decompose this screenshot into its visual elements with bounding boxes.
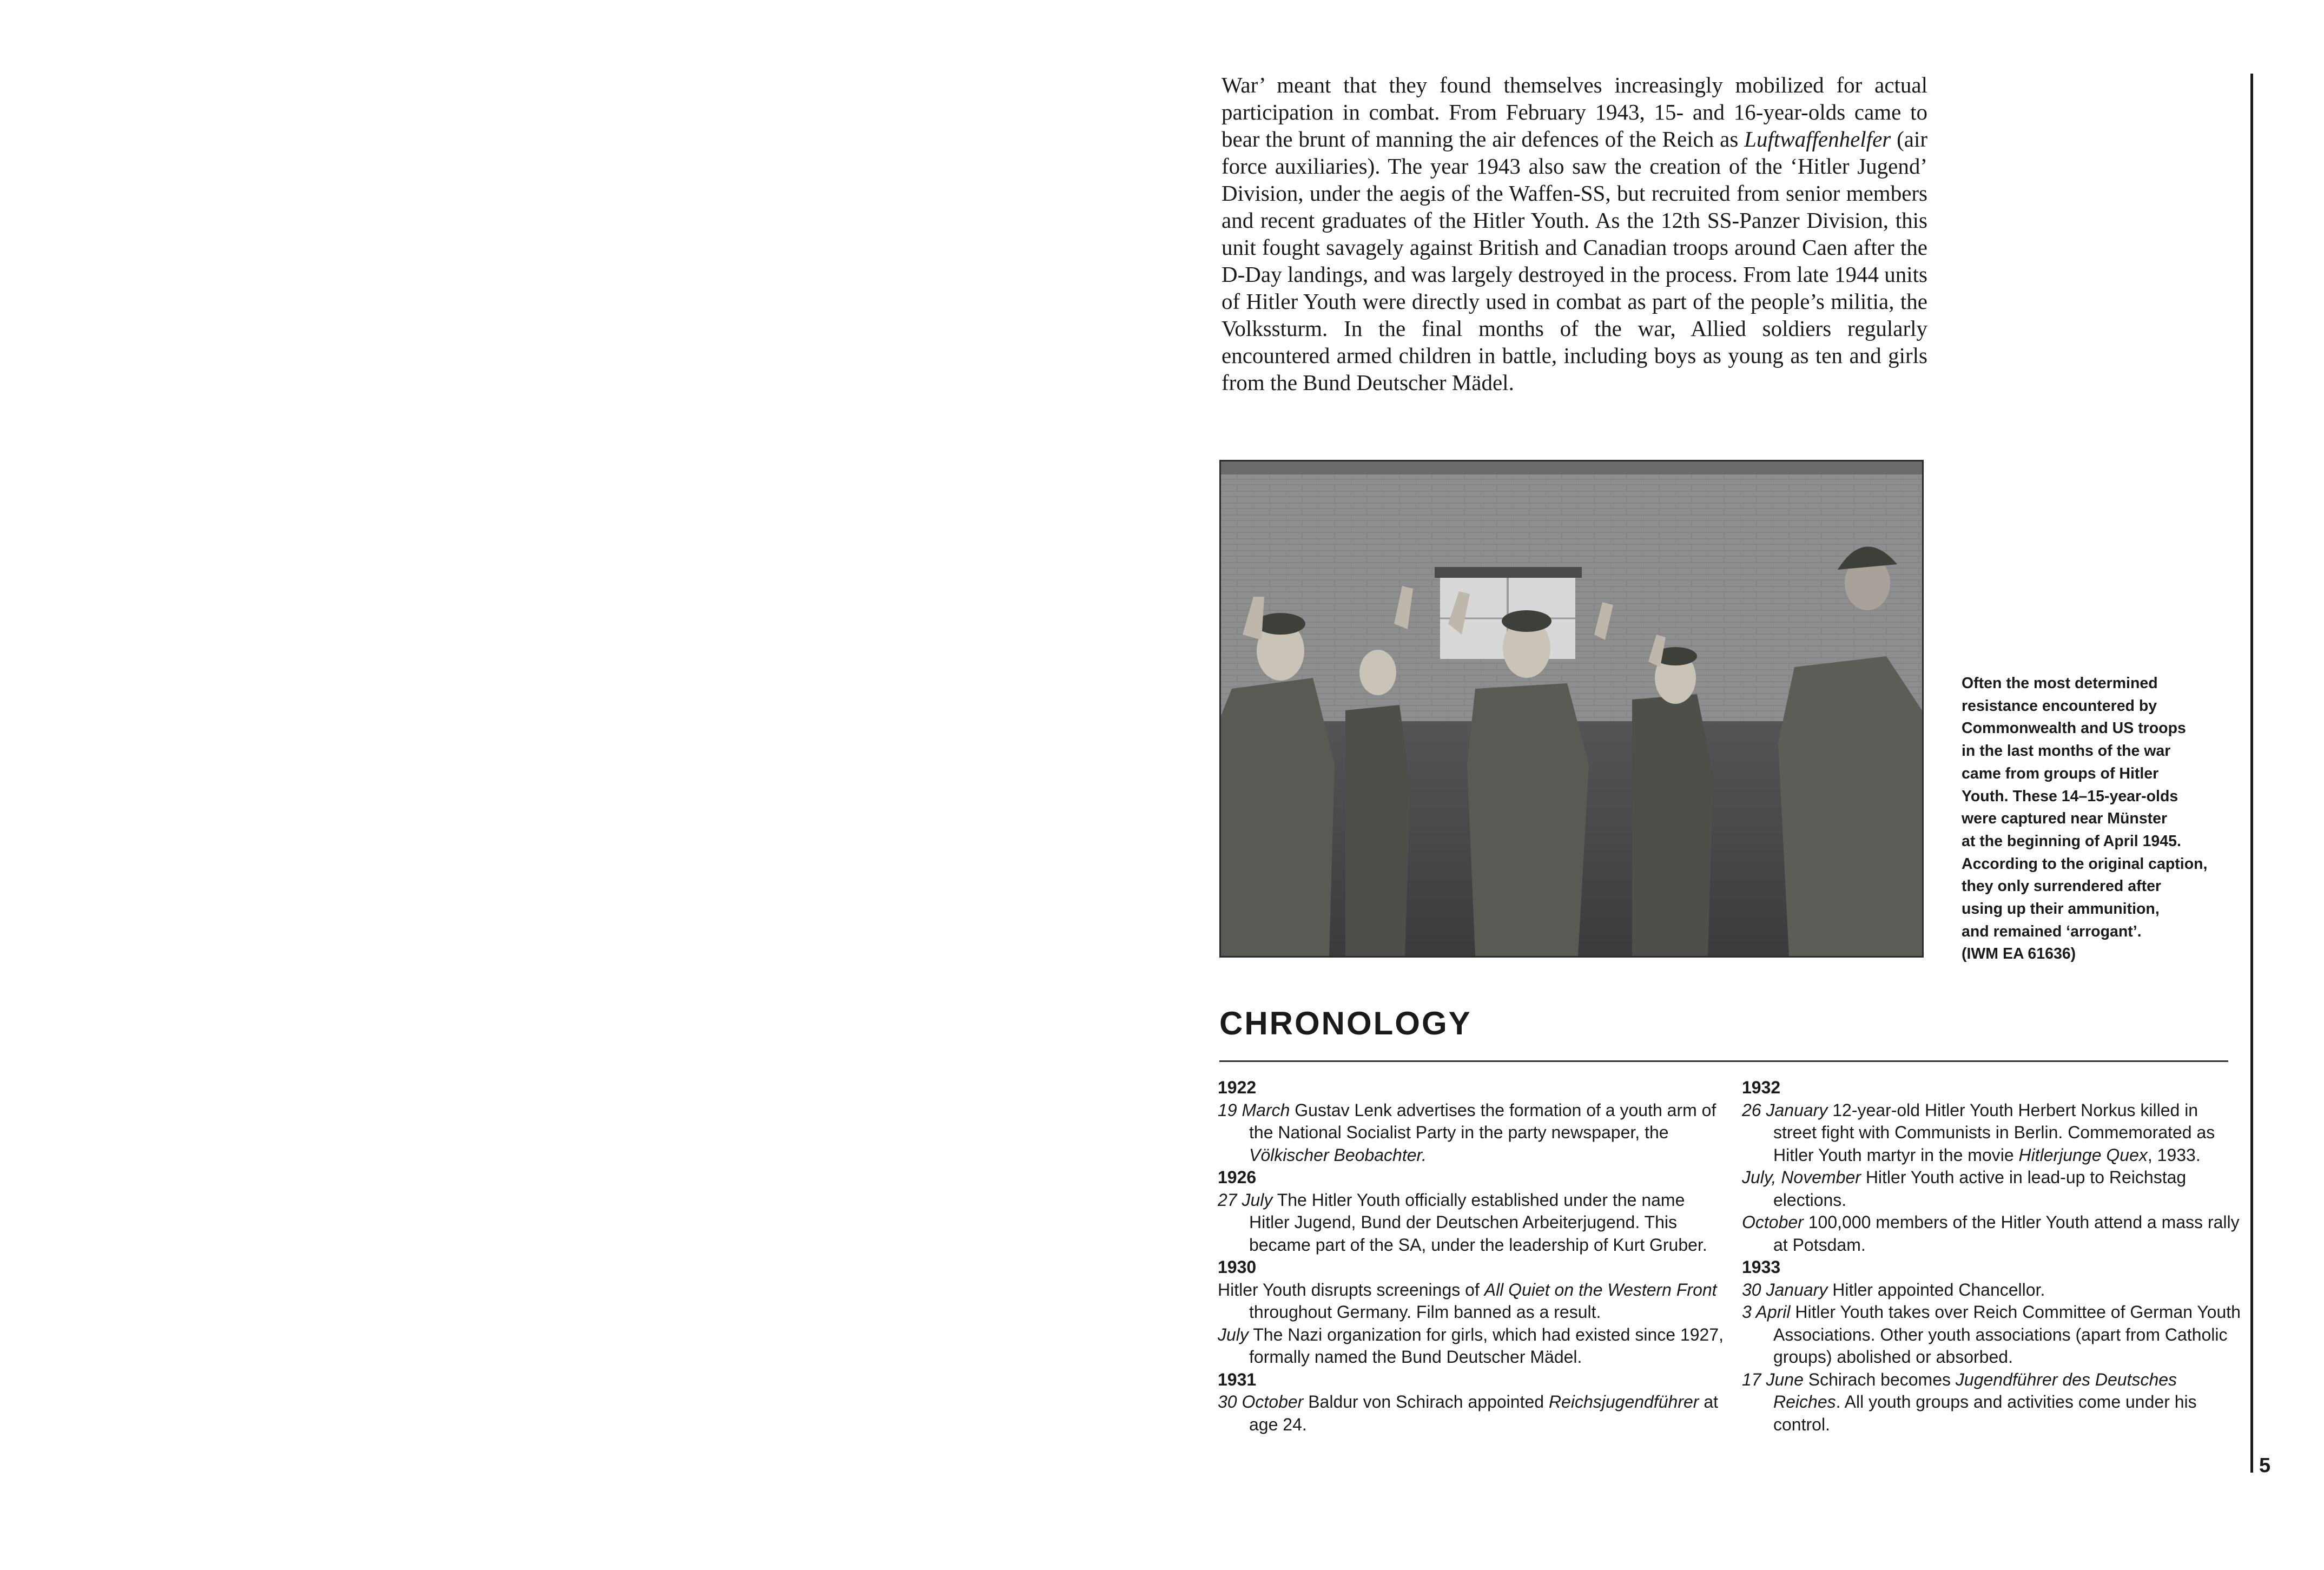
- entry-text: Hitler Youth takes over Reich Committee of German Youth Associations. Other youth associations (apart from Catholic groups) abolished or absorbed.: [1773, 1302, 2241, 1367]
- body-paragraph: [1222, 71, 1927, 396]
- entry-italic: Hitlerjunge Quex: [2018, 1145, 2148, 1165]
- chronology-year: 1922: [1218, 1078, 1257, 1097]
- entry-italic: Jugendführer des Deutsches Reiches: [1773, 1369, 2177, 1411]
- entry-text: . All youth groups and activities come under his control.: [1773, 1392, 2197, 1434]
- entry-text: , 1933.: [2147, 1145, 2201, 1165]
- entry-text: Hitler Youth active in lead-up to Reichstag elections.: [1773, 1167, 2187, 1210]
- photo-hitler-youth-prisoners: [1219, 460, 1924, 958]
- body-text-part: War’ meant that they found themselves increasingly mobilized for actual participation in combat. From February 1943, 15- and 16-year-olds came to bear the brunt of manning the air defences of the Reich as: [1222, 72, 1927, 151]
- page-number: 5: [2259, 1454, 2271, 1477]
- chronology-entry: [1742, 1099, 2245, 1167]
- chronology-rule: [1219, 1060, 2228, 1062]
- chronology-entry: [1742, 1211, 2245, 1256]
- photo-caption: Often the most determined resistance encountered by Commonwealth and US troops in the last months of the war came from groups of Hitler Youth. These 14–15-year-olds were captured near Münster at the beginning of April 1945. According to the original caption, they only surrendered after using up their ammunition, and remained ‘arrogant’. (IWM EA 61636): [1962, 675, 2208, 963]
- chronology-entry: [1218, 1189, 1726, 1257]
- body-text-part: (air force auxiliaries). The year 1943 also saw the creation of the ‘Hitler Jugend’ Division, under the aegis of the Waffen-SS, but recruited from senior members and recent graduates of the Hitler Youth. As the 12th SS-Panzer Division, this unit fought savagely against British and Canadian troops around Caen after the D-Day landings, and was largely destroyed in the process. From late 1944 units of Hitler Youth were directly used in combat as part of the people’s militia, the Volkssturm. In the final months of the war, Allied soldiers regularly encountered armed children in battle, including boys as young as ten and girls from the Bund Deutscher Mädel.: [1222, 127, 1927, 395]
- chronology-year: 1933: [1742, 1257, 1781, 1277]
- chronology-entry: [1218, 1391, 1726, 1436]
- entry-text: Hitler Youth disrupts screenings of: [1218, 1279, 1484, 1299]
- entry-date: 30 October: [1218, 1392, 1304, 1411]
- entry-text: Gustav Lenk advertises the formation of a youth arm of the National Socialist Party in the party newspaper, the: [1249, 1100, 1716, 1142]
- entry-text: Hitler appointed Chancellor.: [1827, 1279, 2045, 1299]
- chronology-entry: [1218, 1279, 1726, 1324]
- entry-date: 26 January: [1742, 1100, 1828, 1120]
- page-margin-rule: [2250, 74, 2253, 1473]
- entry-date: 19 March: [1218, 1100, 1290, 1120]
- chronology-year: 1931: [1218, 1369, 1257, 1389]
- chronology-year: 1932: [1742, 1078, 1781, 1097]
- entry-text: The Hitler Youth officially established under the name Hitler Jugend, Bund der Deutschen Arbeiterjugend. This became part of the SA, under the leadership of Kurt Gruber.: [1249, 1190, 1707, 1255]
- chronology-column-right: [1742, 1077, 2245, 1436]
- entry-text: Baldur von Schirach appointed: [1303, 1392, 1549, 1411]
- chronology-heading: CHRONOLOGY: [1219, 1005, 1472, 1041]
- entry-date: July, November: [1742, 1167, 1861, 1187]
- entry-italic: Reichsjugendführer: [1548, 1392, 1699, 1411]
- chronology-year: 1930: [1218, 1257, 1257, 1277]
- chronology-entry: [1218, 1099, 1726, 1167]
- chronology-entry: [1742, 1369, 2245, 1436]
- entry-date: 27 July: [1218, 1190, 1273, 1210]
- entry-text: Schirach becomes: [1803, 1369, 1956, 1389]
- chronology-entry: [1742, 1301, 2245, 1369]
- entry-date: October: [1742, 1212, 1804, 1232]
- entry-date: July: [1218, 1324, 1249, 1344]
- entry-text: 100,000 members of the Hitler Youth attend a mass rally at Potsdam.: [1773, 1212, 2240, 1255]
- entry-date: 30 January: [1742, 1279, 1828, 1299]
- chronology-year: 1926: [1218, 1167, 1257, 1187]
- entry-italic: Völkischer Beobachter.: [1249, 1145, 1427, 1165]
- entry-text: 12-year-old Hitler Youth Herbert Norkus killed in street fight with Communists in Berlin. Commemorated as Hitler Youth martyr in the movie: [1773, 1100, 2215, 1165]
- chronology-entry: [1742, 1279, 2245, 1302]
- entry-date: 17 June: [1742, 1369, 1804, 1389]
- entry-italic: All Quiet on the Western Front: [1484, 1279, 1717, 1299]
- entry-text: throughout Germany. Film banned as a result.: [1249, 1302, 1601, 1322]
- entry-date: 3 April: [1742, 1302, 1791, 1322]
- body-text-italic: Luftwaffenhelfer: [1744, 127, 1891, 151]
- chronology-entry: [1218, 1324, 1726, 1369]
- entry-text: at age 24.: [1249, 1392, 1719, 1434]
- chronology-entry: [1742, 1166, 2245, 1211]
- chronology-column-left: [1218, 1077, 1726, 1436]
- entry-text: The Nazi organization for girls, which had existed since 1927, formally named the Bund Deutscher Mädel.: [1248, 1324, 1724, 1367]
